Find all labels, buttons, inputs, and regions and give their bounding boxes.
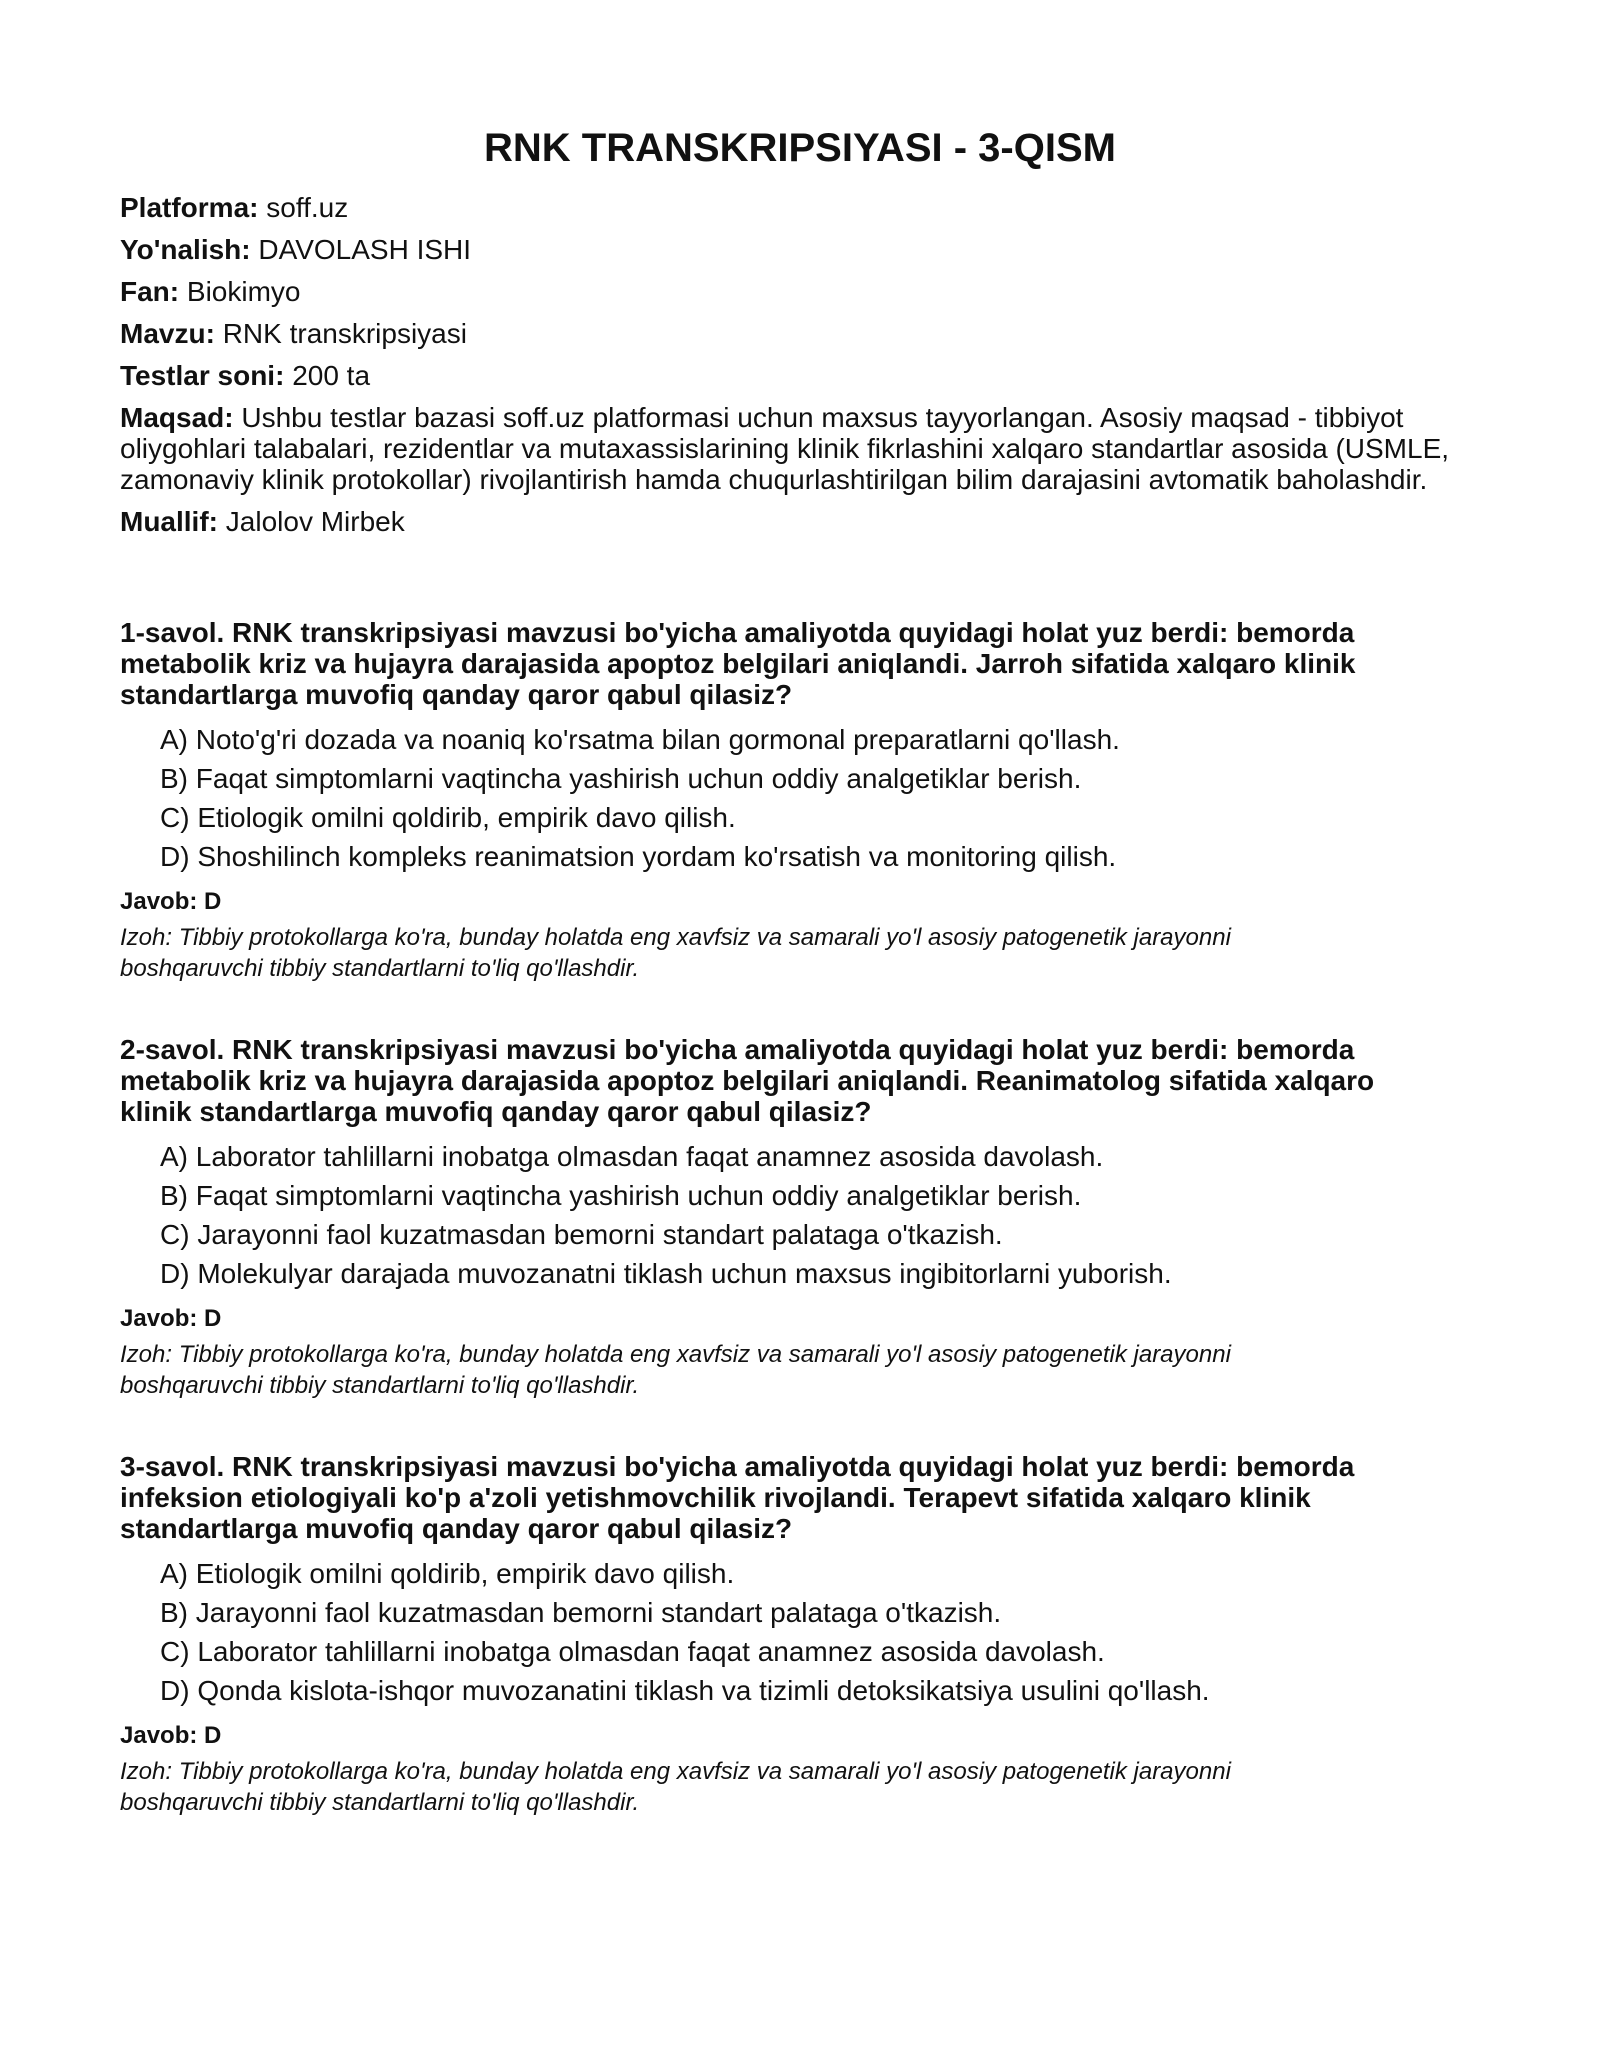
meta-subject bbox=[120, 276, 1480, 307]
meta-value: 200 ta bbox=[292, 360, 371, 391]
meta-topic bbox=[120, 318, 1480, 349]
page-title: RNK TRANSKRIPSIYASI - 3-QISM bbox=[484, 126, 1116, 170]
answer-key: Javob: D bbox=[120, 1305, 222, 1332]
option-b: B) Jarayonni faol kuzatmasdan bemorni standart palataga o'tkazish. bbox=[160, 1597, 1002, 1628]
meta-value: RNK transkripsiyasi bbox=[222, 318, 467, 349]
option-c: C) Jarayonni faol kuzatmasdan bemorni standart palataga o'tkazish. bbox=[160, 1219, 1003, 1250]
question-text: 3-savol. RNK transkripsiyasi mavzusi bo'yicha amaliyotda quyidagi holat yuz berdi: bemorda infeksion etiologiyali ko'p a'zoli yetishmovchilik rivojlandi. Terapevt sifatida xalqaro klinik standartlarga muvofiq qanday qaror qabul qilasiz? bbox=[120, 1451, 1355, 1544]
meta-value: Biokimyo bbox=[186, 276, 301, 307]
question-list bbox=[120, 617, 1480, 1818]
meta-key: Muallif: bbox=[120, 506, 218, 537]
question-text: 1-savol. RNK transkripsiyasi mavzusi bo'yicha amaliyotda quyidagi holat yuz berdi: bemorda metabolik kriz va hujayra darajasida apoptoz belgilari aniqlandi. Jarroh sifatida xalqaro klinik standartlarga muvofiq qanday qaror qabul qilasiz? bbox=[120, 617, 1356, 710]
meta-author bbox=[120, 506, 1480, 537]
option-d: D) Qonda kislota-ishqor muvozanatini tiklash va tizimli detoksikatsiya usulini qo'llash. bbox=[160, 1675, 1210, 1706]
option-b: B) Faqat simptomlarni vaqtincha yashirish uchun oddiy analgetiklar berish. bbox=[160, 763, 1082, 794]
meta-test-count bbox=[120, 360, 1480, 391]
meta-direction bbox=[120, 234, 1480, 265]
option-a: A) Etiologik omilni qoldirib, empirik davo qilish. bbox=[160, 1558, 735, 1589]
option-a: A) Noto'g'ri dozada va noaniq ko'rsatma bilan gormonal preparatlarni qo'llash. bbox=[160, 724, 1120, 755]
meta-key: Mavzu: bbox=[120, 318, 215, 349]
option-a: A) Laborator tahlillarni inobatga olmasdan faqat anamnez asosida davolash. bbox=[160, 1141, 1104, 1172]
question-text: 2-savol. RNK transkripsiyasi mavzusi bo'yicha amaliyotda quyidagi holat yuz berdi: bemorda metabolik kriz va hujayra darajasida apoptoz belgilari aniqlandi. Reanimatolog sifatida xalqaro klinik standartlarga muvofiq qanday qaror qabul qilasiz? bbox=[120, 1034, 1375, 1127]
answer-options bbox=[120, 724, 1480, 872]
answer-options bbox=[120, 1558, 1480, 1706]
meta-value: DAVOLASH ISHI bbox=[258, 234, 472, 265]
option-b: B) Faqat simptomlarni vaqtincha yashirish uchun oddiy analgetiklar berish. bbox=[160, 1180, 1082, 1211]
answer-key: Javob: D bbox=[120, 888, 222, 915]
question-3 bbox=[120, 1451, 1480, 1818]
meta-purpose bbox=[120, 402, 1450, 495]
meta-value: Ushbu testlar bazasi soff.uz platformasi uchun maxsus tayyorlangan. Asosiy maqsad - tibbiyot oliygohlari talabalari, rezidentlar va mutaxassislarining klinik fikrlashini xalqaro standartlar asosida (USMLE, zamonaviy klinik protokollar) rivojlantirish hamda chuqurlashtirilgan bilim darajasini avtomatik baholashdir. bbox=[120, 402, 1450, 495]
meta-platform bbox=[120, 192, 1480, 223]
answer-explanation: Izoh: Tibbiy protokollarga ko'ra, bunday holatda eng xavfsiz va samarali yo'l asosiy patogenetik jarayonni boshqaruvchi tibbiy standartlarni to'liq qo'llashdir. bbox=[120, 1758, 1231, 1816]
option-c: C) Laborator tahlillarni inobatga olmasdan faqat anamnez asosida davolash. bbox=[160, 1636, 1105, 1667]
meta-key: Maqsad: bbox=[120, 402, 234, 433]
meta-key: Testlar soni: bbox=[120, 360, 285, 391]
meta-value: Jalolov Mirbek bbox=[225, 506, 405, 537]
option-d: D) Molekulyar darajada muvozanatni tiklash uchun maxsus ingibitorlarni yuborish. bbox=[160, 1258, 1172, 1289]
meta-key: Fan: bbox=[120, 276, 180, 307]
question-2 bbox=[120, 1034, 1480, 1401]
document-page bbox=[120, 0, 1480, 1868]
answer-options bbox=[120, 1141, 1480, 1289]
answer-explanation: Izoh: Tibbiy protokollarga ko'ra, bunday holatda eng xavfsiz va samarali yo'l asosiy patogenetik jarayonni boshqaruvchi tibbiy standartlarni to'liq qo'llashdir. bbox=[120, 1341, 1231, 1399]
option-c: C) Etiologik omilni qoldirib, empirik davo qilish. bbox=[160, 802, 736, 833]
answer-key: Javob: D bbox=[120, 1722, 222, 1749]
meta-key: Platforma: bbox=[120, 192, 259, 223]
meta-value: soff.uz bbox=[266, 192, 349, 223]
document-metadata bbox=[120, 192, 1480, 537]
question-1 bbox=[120, 617, 1480, 984]
option-d: D) Shoshilinch kompleks reanimatsion yordam ko'rsatish va monitoring qilish. bbox=[160, 841, 1117, 872]
meta-key: Yo'nalish: bbox=[120, 234, 251, 265]
answer-explanation: Izoh: Tibbiy protokollarga ko'ra, bunday holatda eng xavfsiz va samarali yo'l asosiy patogenetik jarayonni boshqaruvchi tibbiy standartlarni to'liq qo'llashdir. bbox=[120, 924, 1231, 982]
